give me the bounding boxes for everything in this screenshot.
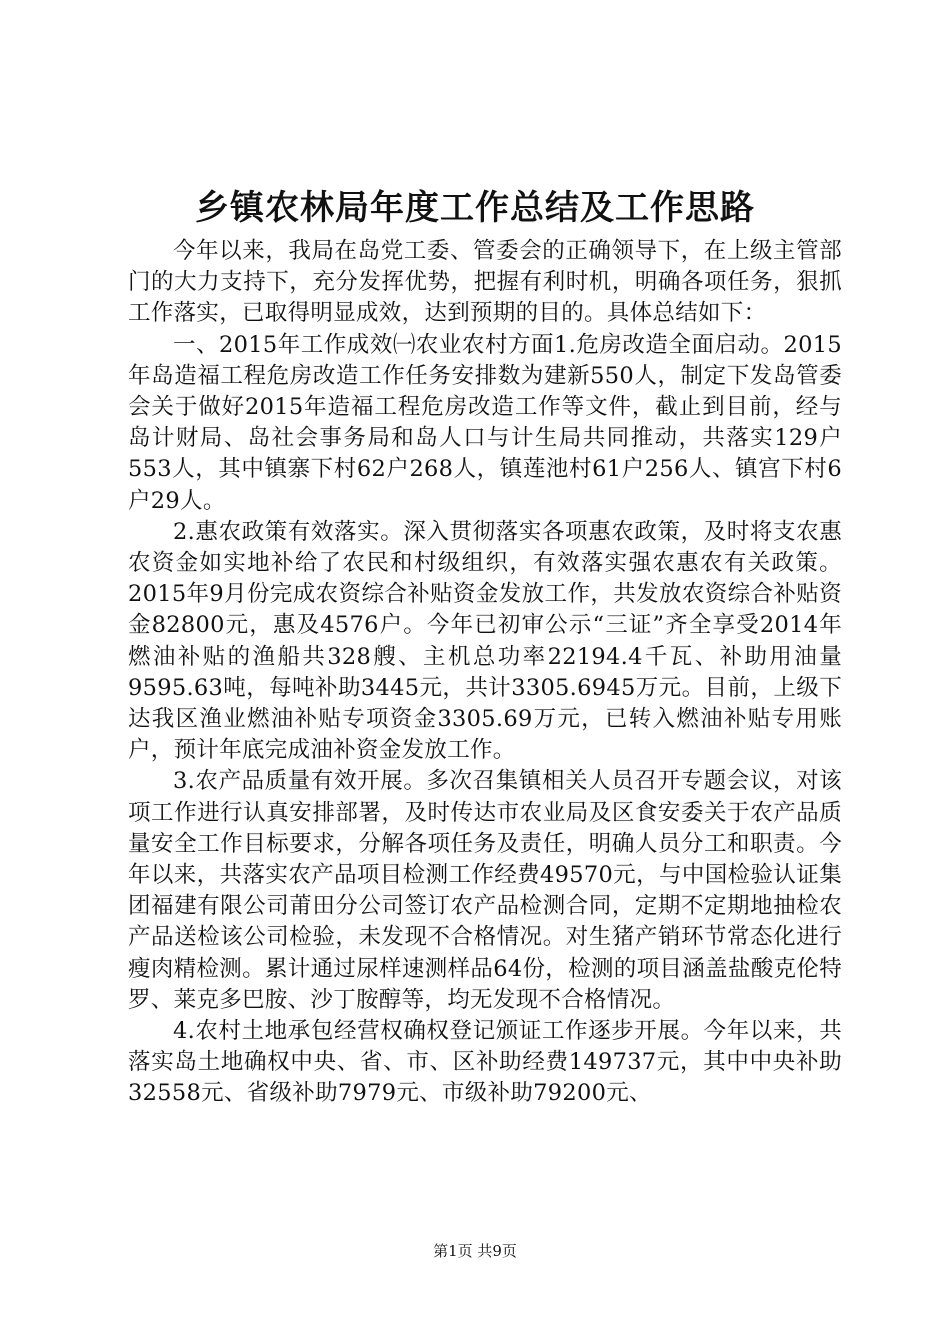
document-body xyxy=(128,236,842,1110)
paragraph-item-2: 2.惠农政策有效落实。深入贯彻落实各项惠农政策，及时将支农惠农资金如实地补给了农民和村级组织，有效落实强农惠农有关政策。2015年9月份完成农资综合补贴资金发放工作，共发放农资综合补贴资金82800元，惠及4576户。今年已初审公示“三证”齐全享受2014年燃油补贴的渔船共328艘、主机总功率22194.4千瓦、补助用油量9595.63吨，每吨补助3445元，共计3305.6945万元。目前，上级下达我区渔业燃油补贴专项资金3305.69万元，已转入燃油补贴专用账户，预计年底完成油补资金发放工作。 xyxy=(128,518,842,764)
paragraph-section-1: 一、2015年工作成效㈠农业农村方面1.危房改造全面启动。2015年岛造福工程危房改造工作任务安排数为建新550人，制定下发岛管委会关于做好2015年造福工程危房改造工作等文件，截止到目前，经与岛计财局、岛社会事务局和岛人口与计生局共同推动，共落实129户553人，其中镇寨下村62户268人，镇莲池村61户256人、镇宫下村6户29人。 xyxy=(128,331,842,514)
paragraph-intro: 今年以来，我局在岛党工委、管委会的正确领导下，在上级主管部门的大力支持下，充分发挥优势，把握有利时机，明确各项任务，狠抓工作落实，已取得明显成效，达到预期的目的。具体总结如下： xyxy=(128,238,842,327)
document-title: 乡镇农林局年度工作总结及工作思路 xyxy=(195,188,755,228)
paragraph-item-4: 4.农村土地承包经营权确权登记颁证工作逐步开展。今年以来，共落实岛土地确权中央、省、市、区补助经费149737元，其中中央补助32558元、省级补助7979元、市级补助79200元、 xyxy=(128,1018,842,1107)
paragraph-item-3: 3.农产品质量有效开展。多次召集镇相关人员召开专题会议，对该项工作进行认真安排部署，及时传达市农业局及区食安委关于农产品质量安全工作目标要求，分解各项任务及责任，明确人员分工和职责。今年以来，共落实农产品项目检测工作经费49570元，与中国检验认证集团福建有限公司莆田分公司签订农产品检测合同，定期不定期地抽检农产品送检该公司检验，未发现不合格情况。对生猪产销环节常态化进行瘦肉精检测。累计通过尿样速测样品64份，检测的项目涵盖盐酸克伦特罗、莱克多巴胺、沙丁胺醇等，均无发现不合格情况。 xyxy=(128,768,842,1013)
page-footer: 第1页 共9页 xyxy=(433,1242,517,1260)
